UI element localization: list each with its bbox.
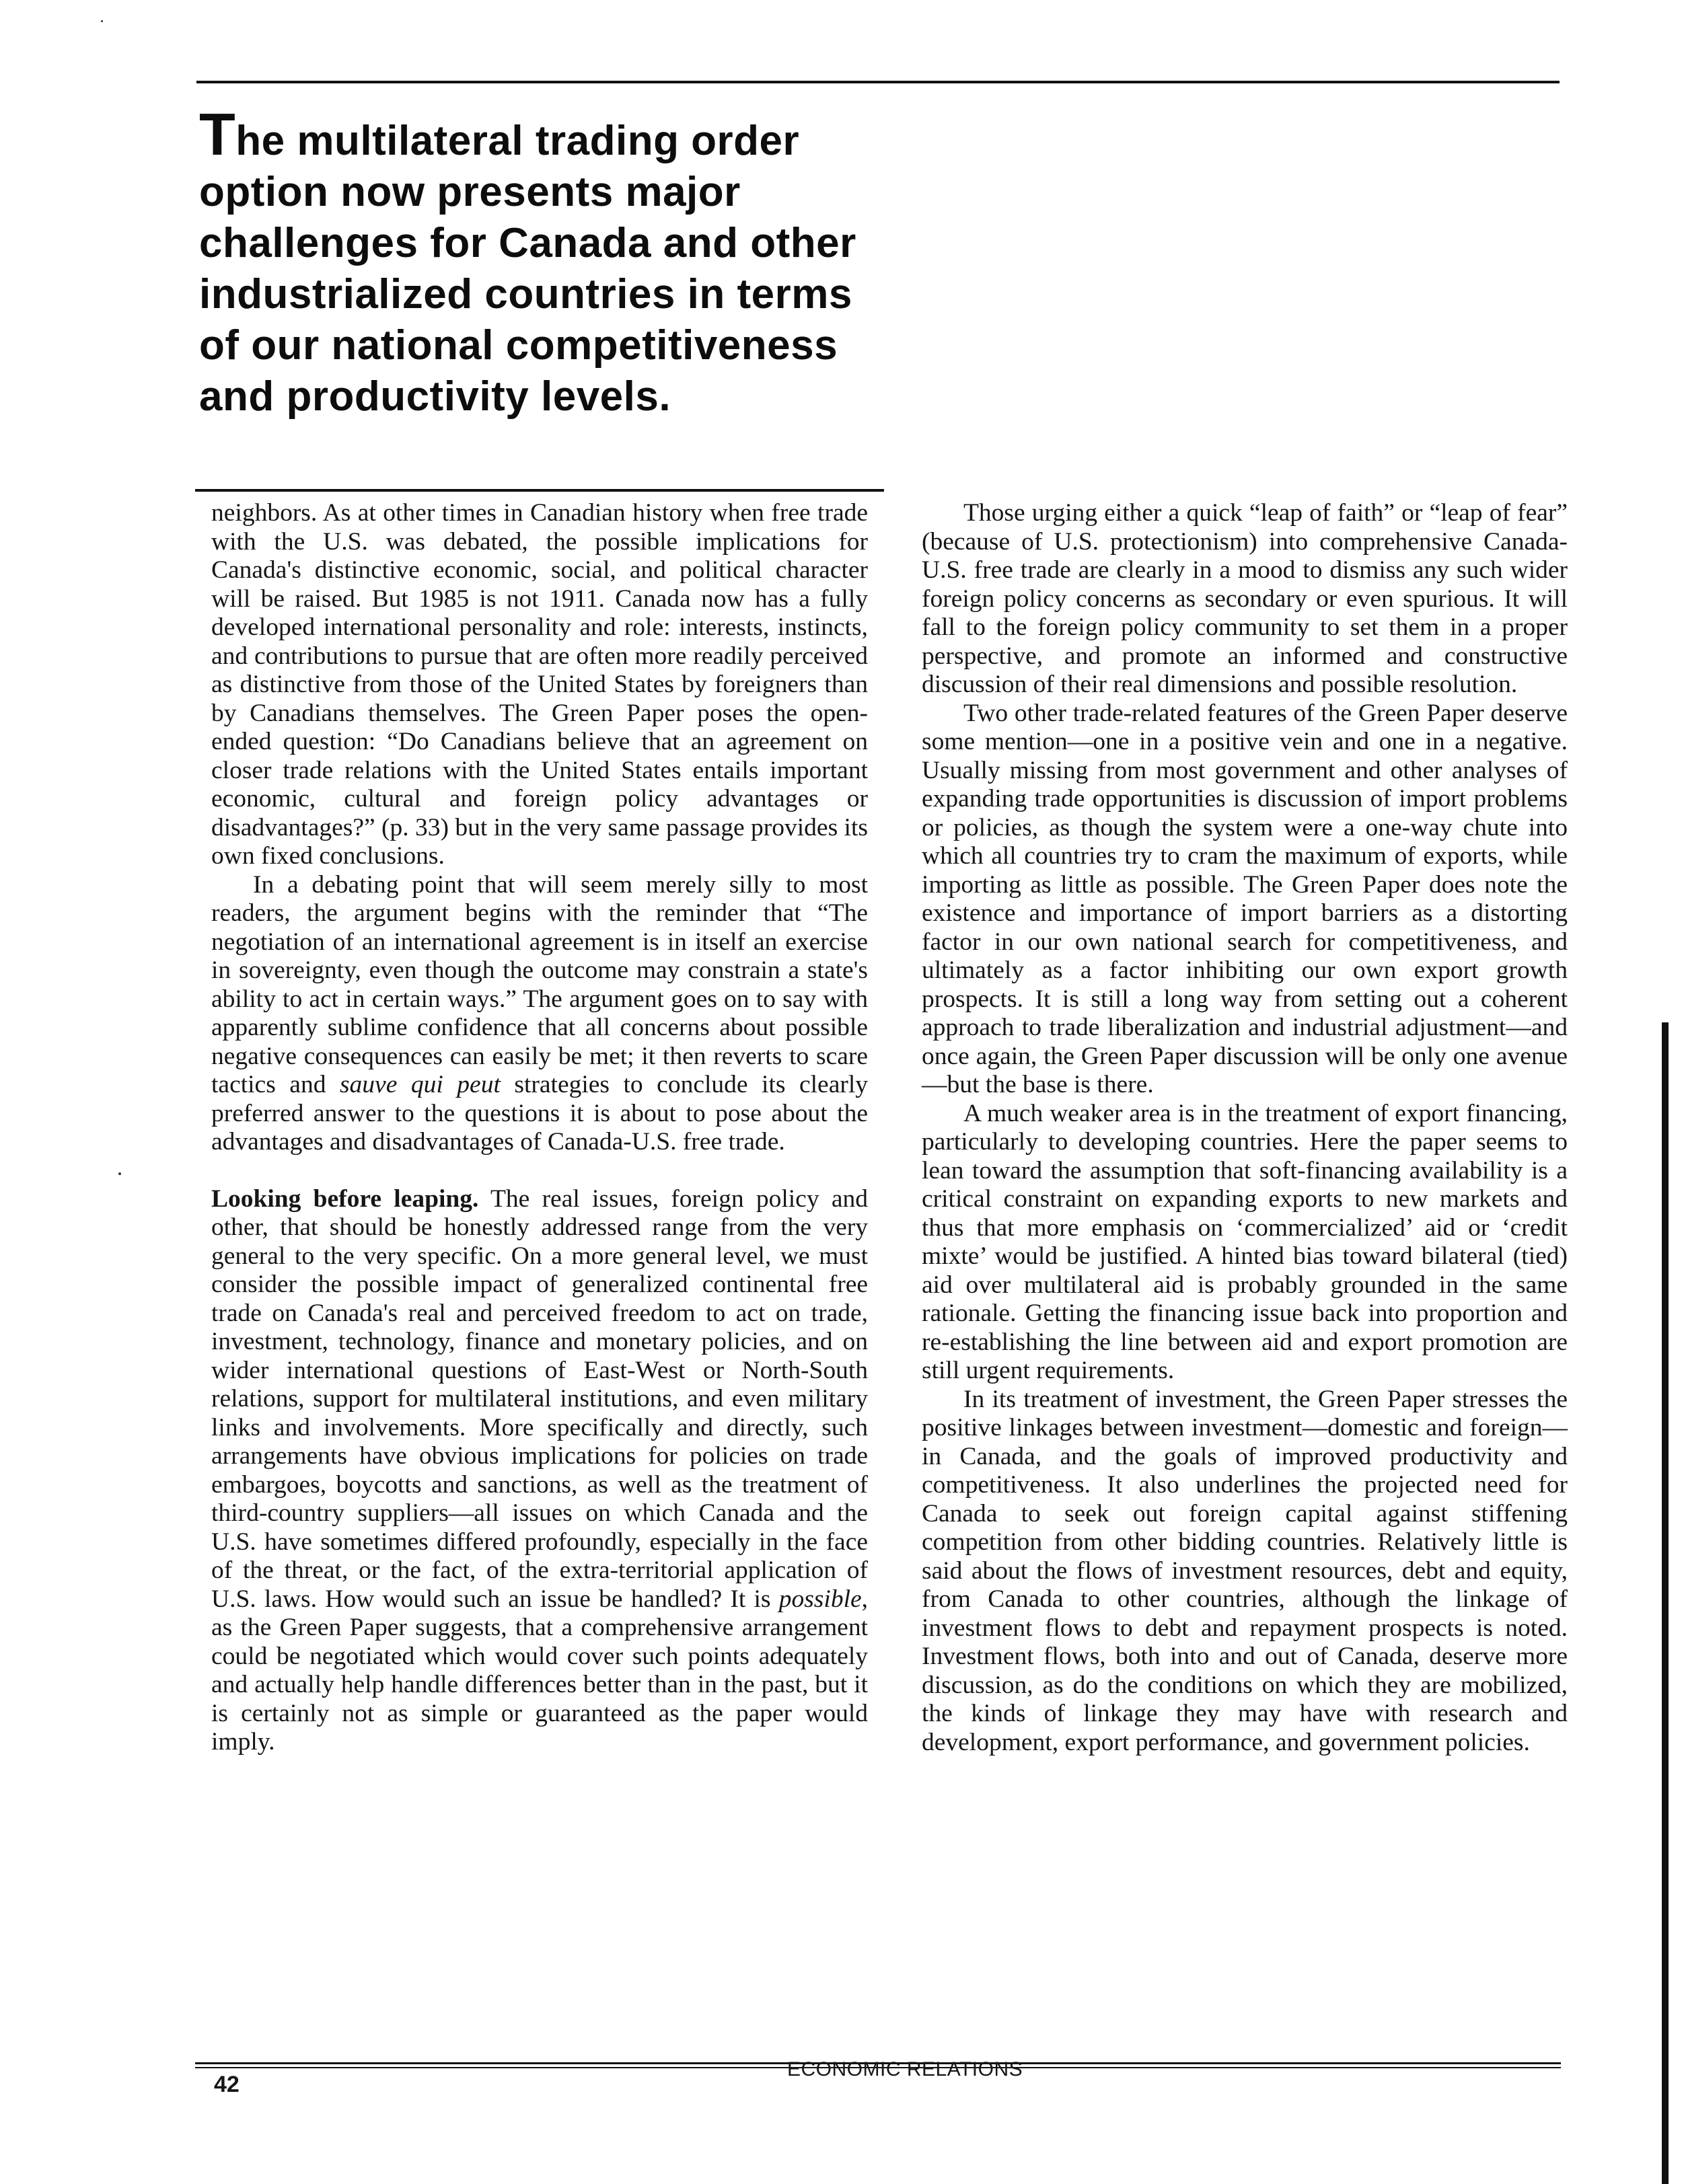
scan-speck <box>118 1172 121 1175</box>
pull-quote-text: he multilateral trading order option now presents major challenges for Canada and other industrialized countries in terms of our national competitiveness and productivity levels. <box>199 118 856 420</box>
left-column <box>211 499 868 1757</box>
scan-speck <box>101 20 103 22</box>
left-paragraph-2-text-b: strategies to conclude its clearly preferred answer to the questions it is about to pose about the advantages and disadvantages of Canada-U.S. free trade. <box>211 1071 868 1156</box>
section-name: ECONOMIC RELATIONS <box>787 2058 1023 2080</box>
left-paragraph-1: neighbors. As at other times in Canadian history when free trade with the U.S. was debated, the possible implications for Canada's distinctive economic, social, and political character will be raised. But 1985 is not 1911. Canada now has a fully developed international personality and role: interests, instincts, and contributions to pursue that are often more readily perceived as distinctive from those of the United States by foreigners than by Canadians themselves. The Green Paper poses the open-ended question: “Do Canadians believe that an agreement on closer trade relations with the United States entails important economic, cultural and foreign policy advantages or disadvantages?” (p. 33) but in the very same passage provides its own fixed conclusions. <box>211 499 868 870</box>
right-paragraph-4: In its treatment of investment, the Green Paper stresses the positive linkages between investment—domestic and foreign—in Canada, and the goals of improved productivity and competitiveness. It also underlines the projected need for Canada to seek out foreign capital against stiffening competition from other bidding countries. Relatively little is said about the flows of investment resources, debt and equity, from Canada to other countries, although the linkage of investment flows to debt and repayment prospects is noted. Investment flows, both into and out of Canada, deserve more discussion, as do the conditions on which they are mobilized, the kinds of linkage they may have with research and development, export performance, and government policies. <box>922 1385 1568 1756</box>
left-paragraph-2-text-a: In a debating point that will seem merely silly to most readers, the argument begins with the reminder that “The negotiation of an international agreement is in itself an exercise in sovereignty, even though the outcome may constrain a state's ability to act in certain ways.” The argument goes on to say with apparently sublime confidence that all concerns about possible negative consequences can easily be met; it then reverts to scare tactics and <box>211 870 868 1098</box>
left-paragraph-2-italic: sauve qui peut <box>339 1071 501 1098</box>
left-paragraph-3 <box>211 1185 868 1757</box>
pull-quote-drop-cap: T <box>199 101 236 167</box>
right-paragraph-2: Two other trade-related features of the Green Paper deserve some mention—one in a positive vein and one in a negative. Usually missing from most government and other analyses of expanding trade opportunities is discussion of import problems or policies, as though the system were a one-way chute into which all countries try to cram the maximum of exports, while importing as little as possible. The Green Paper does note the existence and importance of import barriers as a distorting factor in our own national search for competitiveness, and ultimately as a factor inhibiting our own export growth prospects. It is still a long way from setting out a coherent approach to trade liberalization and industrial adjustment—and once again, the Green Paper discussion will be only one avenue—but the base is there. <box>922 699 1568 1098</box>
pull-quote <box>199 101 899 422</box>
right-column <box>922 499 1568 1757</box>
right-paragraph-3: A much weaker area is in the treatment of export financing, particularly to developing countries. Here the paper seems to lean toward the assumption that soft-financing availability is a critical constraint on expanding exports to new markets and thus that more emphasis on ‘commercialized’ aid or ‘credit mixte’ would be justified. A hinted bias toward bilateral (tied) aid over multilateral aid is probably grounded in the same rationale. Getting the financing issue back into proportion and re-establishing the line between aid and export promotion are still urgent requirements. <box>922 1099 1568 1384</box>
left-paragraph-3-text-a: The real issues, foreign policy and other, that should be honestly addressed range from the very general to the very specific. On a more general level, we must consider the possible impact of generalized continental free trade on Canada's real and perceived freedom to act on trade, investment, technology, finance and monetary policies, and on wider international questions of East-West or North-South relations, support for multilateral institutions, and even military links and involvements. More specifically and directly, such arrangements have obvious implications for policies on trade embargoes, boycotts and sanctions, as well as the treatment of third-country suppliers—all issues on which Canada and the U.S. have sometimes differed profoundly, especially in the face of the threat, or the fact, of the extra-territorial application of U.S. laws. How would such an issue be handled? It is <box>211 1184 868 1613</box>
scan-edge-shadow <box>1662 1022 1669 2184</box>
section-heading-looking-before-leaping: Looking before leaping. <box>211 1184 479 1213</box>
left-paragraph-3-italic: possible <box>778 1585 862 1613</box>
left-paragraph-3-text-b: , as the Green Paper suggests, that a comprehensive arrangement could be negotiated which would cover such points adequately and actually help handle differences better than in the past, but it is certainly not as simple or guaranteed as the paper would imply. <box>211 1585 869 1756</box>
right-paragraph-1: Those urging either a quick “leap of faith” or “leap of fear” (because of U.S. protectionism) into comprehensive Canada-U.S. free trade are clearly in a mood to dismiss any such wider foreign policy concerns as secondary or even spurious. It will fall to the foreign policy community to set them in a proper perspective, and promote an informed and constructive discussion of their real dimensions and possible resolution. <box>922 499 1568 698</box>
top-rule <box>196 81 1560 83</box>
left-paragraph-2 <box>211 871 868 1157</box>
page-number: 42 <box>214 2072 240 2097</box>
pull-quote-rule <box>195 489 884 492</box>
